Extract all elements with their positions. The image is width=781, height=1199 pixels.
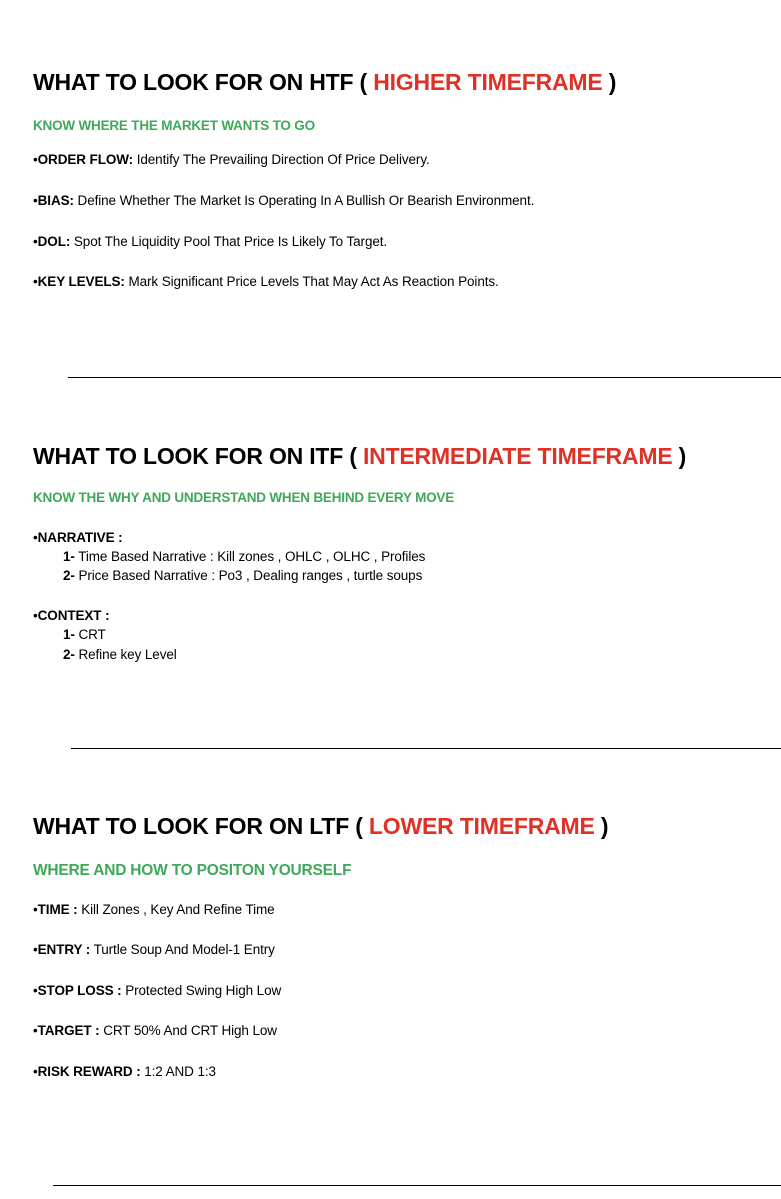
ltf-subtitle: WHERE AND HOW TO POSITON YOURSELF (33, 862, 352, 879)
ltf-item-stop-loss: •STOP LOSS : Protected Swing High Low (33, 983, 282, 998)
ltf-section (33, 812, 781, 840)
itf-narrative-subitem: 2- Price Based Narrative : Po3 , Dealing ranges , turtle soups (63, 568, 423, 583)
ltf-title: WHAT TO LOOK FOR ON LTF ( LOWER TIMEFRAME ) (33, 813, 609, 839)
section-divider (53, 1185, 781, 1186)
htf-item-dol: •DOL: Spot The Liquidity Pool That Price Is Likely To Target. (33, 234, 388, 249)
itf-title-accent: INTERMEDIATE TIMEFRAME (362, 443, 673, 469)
section-divider (68, 377, 781, 378)
itf-context-subitem: 2- Refine key Level (63, 647, 177, 662)
htf-item-text: Define Whether The Market Is Operating In A Bullish Or Bearish Environment. (73, 193, 535, 208)
htf-item-label: ORDER FLOW: (37, 152, 134, 167)
htf-item-label: BIAS: (37, 193, 74, 208)
section-divider (71, 748, 781, 749)
itf-narrative-subitem: 1- Time Based Narrative : Kill zones , OHLC , OLHC , Profiles (63, 549, 426, 564)
itf-section (33, 442, 781, 470)
htf-item-text: Identify The Prevailing Direction Of Price Delivery. (133, 152, 430, 167)
ltf-item-time: •TIME : Kill Zones , Key And Refine Time (33, 902, 275, 917)
htf-item-text: Spot The Liquidity Pool That Price Is Likely To Target. (70, 234, 388, 249)
ltf-item-target: •TARGET : CRT 50% And CRT High Low (33, 1023, 277, 1038)
ltf-item-text: 1:2 AND 1:3 (140, 1064, 216, 1079)
itf-item-label: NARRATIVE : (37, 530, 123, 545)
htf-item-label: DOL: (37, 234, 71, 249)
htf-subtitle: KNOW WHERE THE MARKET WANTS TO GO (33, 118, 315, 133)
ltf-subtitle-wrap (33, 861, 781, 881)
ltf-title-accent: LOWER TIMEFRAME (368, 813, 595, 839)
ltf-item-label: STOP LOSS : (37, 983, 122, 998)
itf-item-narrative: •NARRATIVE : (33, 530, 123, 545)
itf-item-label: CONTEXT : (37, 608, 110, 623)
ltf-item-label: TIME : (37, 902, 78, 917)
htf-item-label: KEY LEVELS: (37, 274, 125, 289)
htf-item-bias: •BIAS: Define Whether The Market Is Operating In A Bullish Or Bearish Environment. (33, 193, 535, 208)
htf-subtitle-wrap (33, 117, 781, 135)
ltf-item-risk-reward: •RISK REWARD : 1:2 AND 1:3 (33, 1064, 216, 1079)
ltf-item-text: Kill Zones , Key And Refine Time (77, 902, 275, 917)
itf-item-context: •CONTEXT : (33, 608, 110, 623)
itf-subtitle: KNOW THE WHY AND UNDERSTAND WHEN BEHIND EVERY MOVE (33, 490, 455, 505)
ltf-item-label: RISK REWARD : (37, 1064, 141, 1079)
htf-title-accent: HIGHER TIMEFRAME (373, 69, 603, 95)
ltf-item-entry: •ENTRY : Turtle Soup And Model-1 Entry (33, 942, 275, 957)
htf-title: WHAT TO LOOK FOR ON HTF ( HIGHER TIMEFRAME ) (33, 69, 617, 95)
itf-title: WHAT TO LOOK FOR ON ITF ( INTERMEDIATE TIMEFRAME ) (33, 443, 687, 469)
htf-item-key-levels: •KEY LEVELS: Mark Significant Price Levels That May Act As Reaction Points. (33, 274, 499, 289)
ltf-item-text: Protected Swing High Low (121, 983, 282, 998)
itf-context-subitem: 1- CRT (63, 627, 106, 642)
htf-item-text: Mark Significant Price Levels That May Act As Reaction Points. (124, 274, 499, 289)
itf-subtitle-wrap (33, 489, 781, 507)
ltf-item-text: CRT 50% And CRT High Low (99, 1023, 277, 1038)
ltf-item-label: TARGET : (37, 1023, 100, 1038)
htf-item-order-flow: •ORDER FLOW: Identify The Prevailing Direction Of Price Delivery. (33, 152, 430, 167)
ltf-item-text: Turtle Soup And Model-1 Entry (90, 942, 275, 957)
htf-section (33, 68, 781, 96)
ltf-item-label: ENTRY : (37, 942, 91, 957)
